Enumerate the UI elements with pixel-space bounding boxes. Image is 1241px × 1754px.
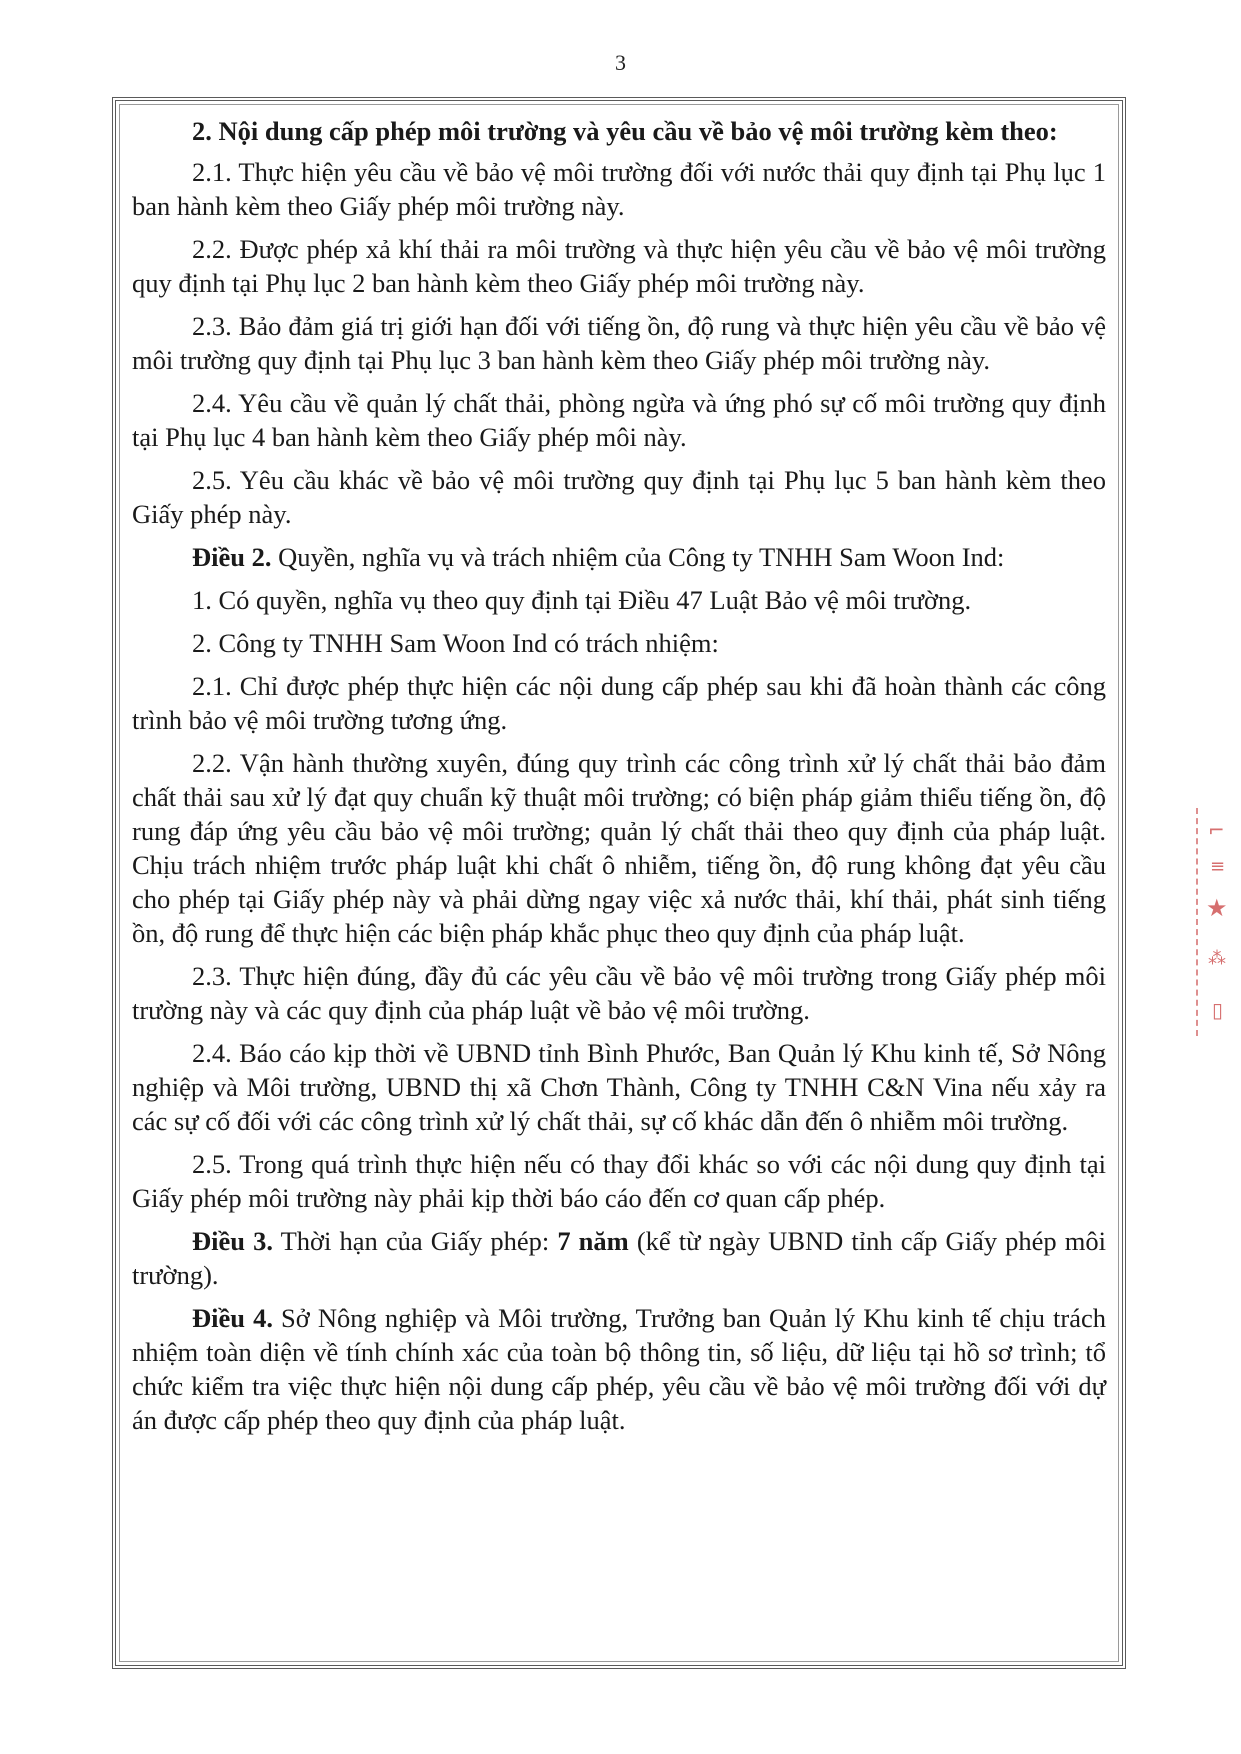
article-2-text: Quyền, nghĩa vụ và trách nhiệm của Công ty TNHH Sam Woon Ind: <box>271 542 1005 572</box>
article-2-label: Điều 2. <box>192 542 272 572</box>
article-3-duration: 7 năm <box>557 1226 629 1256</box>
article-2-item-2: 2. Công ty TNHH Sam Woon Ind có trách nhiệm: <box>192 628 719 658</box>
article-4-text: Sở Nông nghiệp và Môi trường, Trưởng ban Quản lý Khu kinh tế chịu trách nhiệm toàn diện về tính chính xác của toàn bộ thông tin, số liệu, dữ liệu tại hồ sơ trình; tổ chức kiểm tra việc thực hiện nội dung cấp phép, yêu cầu về bảo vệ môi trường đối với dự án được cấp phép theo quy định của pháp luật. <box>132 1303 1107 1435</box>
seal-mark: ▯ <box>1212 998 1224 1022</box>
document-body <box>132 114 1106 1446</box>
article-2-subitem-4: 2.4. Báo cáo kịp thời về UBND tỉnh Bình Phước, Ban Quản lý Khu kinh tế, Sở Nông nghiệp và Môi trường, UBND thị xã Chơn Thành, Công ty TNHH C&N Vina nếu xảy ra các sự cố đối với các công trình xử lý chất thải, sự cố khác dẫn đến ô nhiễm môi trường. <box>132 1038 1106 1136</box>
article-2-subitem-1: 2.1. Chỉ được phép thực hiện các nội dung cấp phép sau khi đã hoàn thành các công trình bảo vệ môi trường tương ứng. <box>132 671 1106 735</box>
seal-star-icon: ★ <box>1206 894 1228 922</box>
article-4-label: Điều 4. <box>192 1303 273 1333</box>
section-2-item-3: 2.3. Bảo đảm giá trị giới hạn đối với tiếng ồn, độ rung và thực hiện yêu cầu về bảo vệ môi trường quy định tại Phụ lục 3 ban hành kèm theo Giấy phép môi trường này. <box>132 311 1106 375</box>
article-3-label: Điều 3. <box>192 1226 273 1256</box>
section-2-item-4: 2.4. Yêu cầu về quản lý chất thải, phòng ngừa và ứng phó sự cố môi trường quy định tại Phụ lục 4 ban hành kèm theo Giấy phép môi này. <box>132 388 1106 452</box>
article-2-item-1: 1. Có quyền, nghĩa vụ theo quy định tại Điều 47 Luật Bảo vệ môi trường. <box>192 585 972 615</box>
section-2-item-2: 2.2. Được phép xả khí thải ra môi trường và thực hiện yêu cầu về bảo vệ môi trường quy định tại Phụ lục 2 ban hành kèm theo Giấy phép môi trường này. <box>132 234 1106 298</box>
article-3-text-before: Thời hạn của Giấy phép: <box>272 1226 558 1256</box>
article-2-subitem-3: 2.3. Thực hiện đúng, đầy đủ các yêu cầu về bảo vệ môi trường trong Giấy phép môi trường này và các quy định của pháp luật về bảo vệ môi trường. <box>132 961 1106 1025</box>
section-2-heading: 2. Nội dung cấp phép môi trường và yêu cầu về bảo vệ môi trường kèm theo: <box>192 116 1058 146</box>
section-2-item-5: 2.5. Yêu cầu khác về bảo vệ môi trường quy định tại Phụ lục 5 ban hành kèm theo Giấy phép này. <box>132 465 1106 529</box>
seal-mark: ≡ <box>1210 856 1226 877</box>
article-3 <box>132 1224 1106 1292</box>
article-2 <box>132 540 1106 574</box>
seal-mark: ⌐ <box>1208 818 1225 842</box>
section-2-item-1: 2.1. Thực hiện yêu cầu về bảo vệ môi trường đối với nước thải quy định tại Phụ lục 1 ban hành kèm theo Giấy phép môi trường này. <box>132 157 1106 221</box>
article-2-subitem-2: 2.2. Vận hành thường xuyên, đúng quy trình các công trình xử lý chất thải bảo đảm chất thải sau xử lý đạt quy chuẩn kỹ thuật môi trường; có biện pháp giảm thiểu tiếng ồn, độ rung đáp ứng yêu cầu bảo vệ môi trường; quản lý chất thải theo quy định của pháp luật. Chịu trách nhiệm trước pháp luật khi chất ô nhiễm, tiếng ồn, độ rung không đạt yêu cầu cho phép tại Giấy phép này và phải dừng ngay việc xả nước thải, khí thải, phát sinh tiếng ồn, độ rung để thực hiện các biện pháp khắc phục theo quy định của pháp luật. <box>132 748 1106 948</box>
article-3-text-after: (kể từ ngày UBND tỉnh cấp Giấy phép môi trường). <box>132 1226 1106 1290</box>
article-4 <box>132 1301 1106 1437</box>
seal-mark: ⁂ <box>1208 948 1226 969</box>
page-number: 3 <box>615 50 626 75</box>
article-2-subitem-5: 2.5. Trong quá trình thực hiện nếu có thay đổi khác so với các nội dung quy định tại Giấy phép môi trường này phải kịp thời báo cáo đến cơ quan cấp phép. <box>132 1149 1106 1213</box>
seal-stamp-edge <box>1196 808 1238 1036</box>
